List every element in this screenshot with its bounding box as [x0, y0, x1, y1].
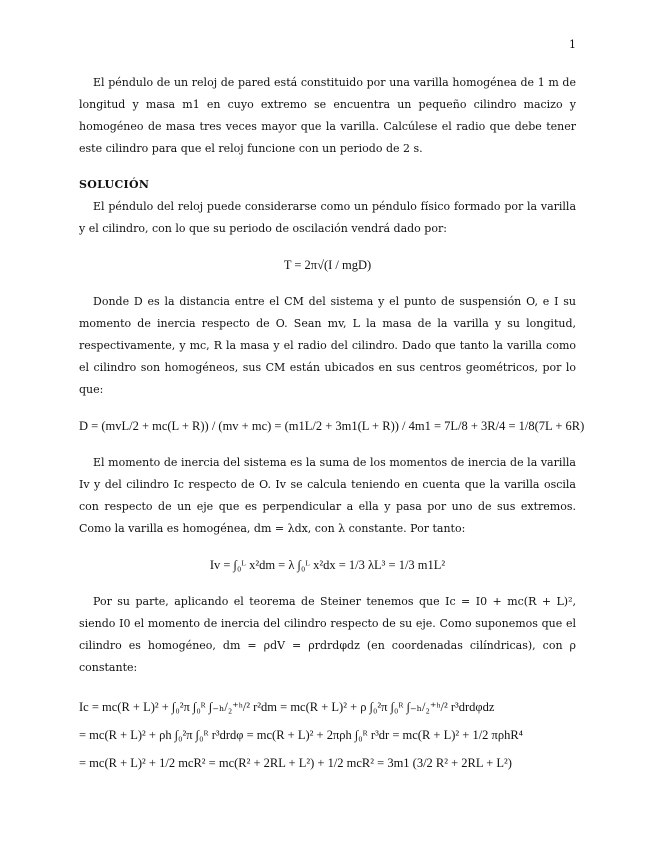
problem-statement: El péndulo de un reloj de pared está constituido por una varilla homogénea de 1 m de longitud y masa m1 en cuyo extremo se encuentra un pequeño cilindro macizo y homogéneo de masa tres veces mayor que la varilla. Calcúlese el radio que debe tener este cilindro para que el reloj funcione con un periodo de 2 s. [79, 76, 576, 155]
equation-cylinder-inertia [79, 693, 576, 777]
equation-line-2: = mc(R + L)² + ρh ∫₀²π ∫₀ᴿ r³drdφ = mc(R + L)² + 2πρh ∫₀ᴿ r³dr = mc(R + L)² + 1/2 πρhR⁴ [79, 728, 524, 742]
document-body [79, 72, 585, 777]
solution-paragraph-2: Donde D es la distancia entre el CM del sistema y el punto de suspensión O, e I su momento de inercia respecto de O. Sean mv, L la masa de la varilla y su longitud, respectivamente, y mc, R la masa y el radio del cilindro. Dado que tanto la varilla como el cilindro son homogéneos, sus CM están ubicados en sus centros geométricos, por lo que: [79, 295, 576, 396]
solution-paragraph-4: Por su parte, aplicando el teorema de Steiner tenemos que Ic = I0 + mc(R + L)², siendo I0 el momento de inercia del cilindro respecto de su eje. Como suponemos que el cilindro es homogéneo, dm = ρdV = ρrdrdφdz (en coordenadas cilíndricas), con ρ constante: [79, 595, 576, 674]
solution-paragraph-1: El péndulo del reloj puede considerarse como un péndulo físico formado por la varilla y el cilindro, con lo que su periodo de oscilación vendrá dado por: [79, 200, 576, 235]
solution-paragraph-3: El momento de inercia del sistema es la suma de los momentos de inercia de la varilla Iv y del cilindro Ic respecto de O. Iv se calcula teniendo en cuenta que la varilla oscila con respecto de un eje que es perpendicular a ella y pasa por uno de sus extremos. Como la varilla es homogénea, dm = λdx, con λ constante. Por tanto: [79, 456, 576, 535]
equation-rod-inertia: Iv = ∫₀ᴸ x²dm = λ ∫₀ᴸ x²dx = 1/3 λL³ = 1/3 m1L² [209, 558, 446, 572]
equation-period: T = 2π√(I / mgD) [283, 258, 372, 272]
equation-distance: D = (mvL/2 + mc(L + R)) / (mv + mc) = (m1L/2 + 3m1(L + R)) / 4m1 = 7L/8 + 3R/4 = 1/8(7L + 6R) [79, 419, 585, 433]
equation-line-3: = mc(R + L)² + 1/2 mcR² = mc(R² + 2RL + L²) + 1/2 mcR² = 3m1 (3/2 R² + 2RL + L²) [79, 756, 512, 770]
page-number: 1 [569, 38, 576, 51]
equation-line-1: Ic = mc(R + L)² + ∫₀²π ∫₀ᴿ ∫₋ₕ/₂⁺ʰ/² r²dm = mc(R + L)² + ρ ∫₀²π ∫₀ᴿ ∫₋ₕ/₂⁺ʰ/² r³drdφdz [79, 700, 495, 714]
solution-heading: SOLUCIÓN [79, 178, 150, 191]
